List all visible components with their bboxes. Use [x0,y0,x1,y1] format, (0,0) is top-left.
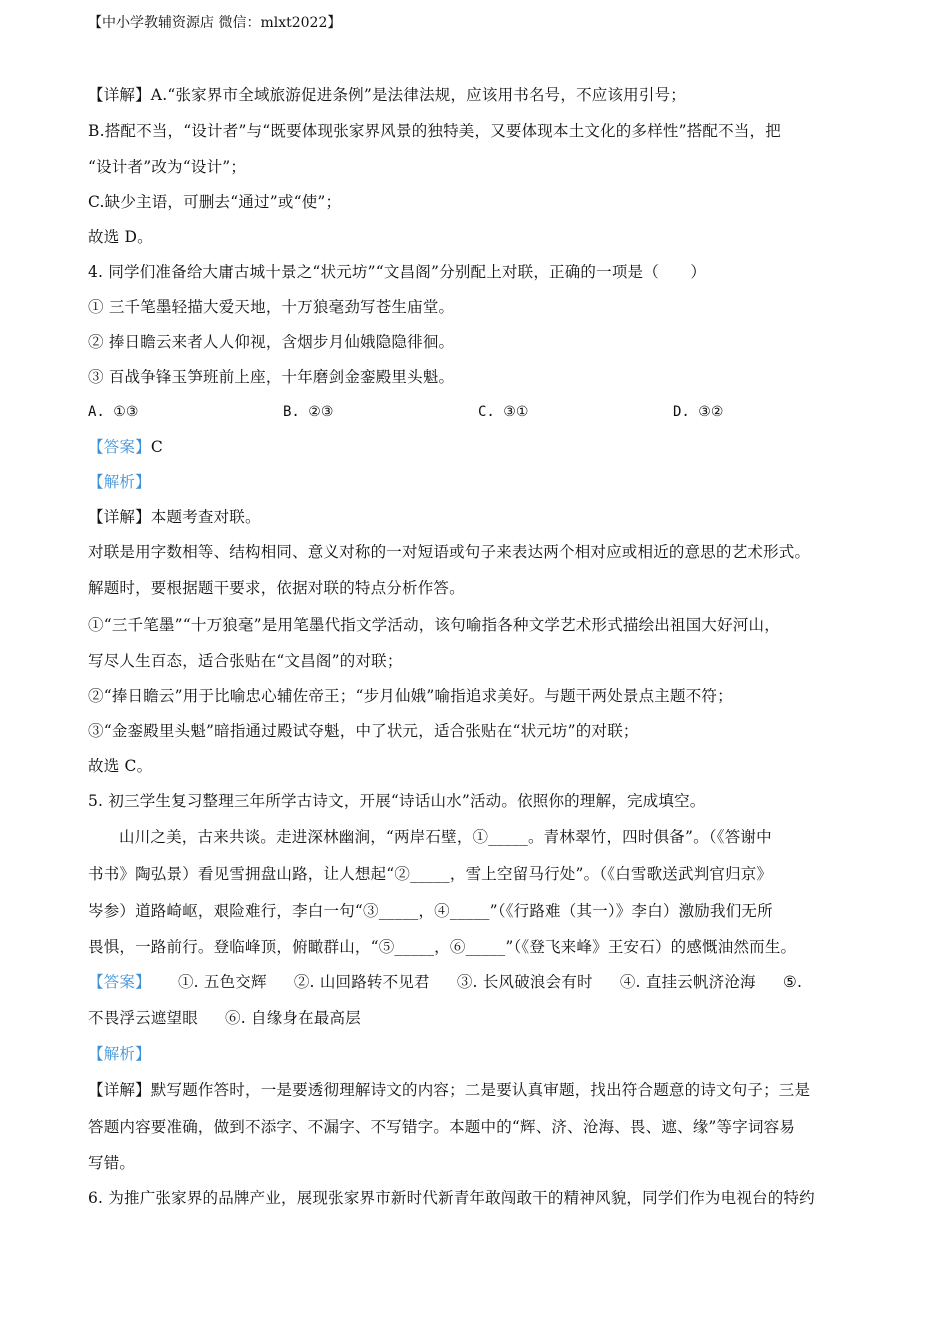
q4-detail-1: 【详解】本题考查对联。 [88,508,261,526]
q4-answer [88,430,878,465]
q4-detail-5: 写尽人生百态，适合张贴在“文昌阁”的对联； [88,652,403,670]
q5-stem: 5. 初三学生复习整理三年所学古诗文，开展“诗话山水”活动。依照你的理解，完成填空。 [88,792,706,810]
q4-options [88,395,878,430]
document-body [88,78,878,1216]
q5-passage-2: 书书》陶弘景）看见雪拥盘山路，让人想起“②_____，雪上空留马行处”。（《白雪歌送武判官归京》 [88,865,773,883]
q5-answer-2: ②. 山回路转不见君 [293,973,430,991]
q3-detail-b: B.搭配不当，“设计者”与“既要体现张家界风景的独特美，又要体现本土文化的多样性”搭配不当，把 [88,122,781,140]
q3-detail-b-cont: “设计者”改为“设计”； [88,158,247,176]
answer-tag: 【答案】 [88,973,151,991]
q3-detail-c: C.缺少主语，可删去“通过”或“使”； [88,193,342,211]
q5-answer-3: ③. 长风破浪会有时 [456,973,593,991]
q5-answer-4: ④. 直挂云帆济沧海 [619,973,756,991]
q5-answer-1: ①. 五色交辉 [177,973,267,991]
q4-option-b: B. ②③ [283,404,334,420]
q5-passage-1: 山川之美，古来共谈。走进深林幽涧，“两岸石壁，①_____。青林翠竹，四时俱备”。（《答谢中 [119,828,772,846]
q5-answer-row-2 [88,1000,878,1037]
q6-stem: 6. 为推广张家界的品牌产业，展现张家界市新时代新青年敢闯敢干的精神风貌，同学们作为电视台的特约 [88,1189,815,1207]
q4-detail-4: ①“三千笔墨”“十万狼毫”是用笔墨代指文学活动，该句喻指各种文学艺术形式描绘出祖国大好河山， [88,616,780,634]
q5-answer-6: ⑥. 自缘身在最高层 [225,1009,361,1027]
q4-detail-7: ③“金銮殿里头魁”暗指通过殿试夺魁，中了状元，适合张贴在“状元坊”的对联； [88,722,639,740]
q5-answer-5-label: ⑤. [782,973,803,991]
q5-answer-row-1 [88,965,878,1000]
q5-answer-5: 不畏浮云遮望眼 [88,1009,198,1027]
q4-couplet-3: ③ 百战争锋玉笋班前上座，十年磨剑金銮殿里头魁。 [88,368,455,386]
page-header: 【中小学教辅资源店 微信：mlxt2022】 [88,15,342,31]
q4-analysis-tag: 【解析】 [88,473,151,491]
q5-detail-3: 写错。 [88,1154,136,1172]
q4-stem: 4. 同学们准备给大庸古城十景之“状元坊”“文昌阁”分别配上对联，正确的一项是（ ） [88,263,707,281]
answer-tag: 【答案】 [88,438,151,456]
q4-detail-2: 对联是用字数相等、结构相同、意义对称的一对短语或句子来表达两个相对应或相近的意思的艺术形式。 [88,543,811,561]
q4-couplet-1: ① 三千笔墨轻描大爱天地，十万狼毫劲写苍生庙堂。 [88,298,455,316]
q5-analysis-tag: 【解析】 [88,1045,151,1063]
q4-detail-6: ②“捧日瞻云”用于比喻忠心辅佐帝王；“步月仙娥”喻指追求美好。与题干两处景点主题不符； [88,687,733,705]
q4-answer-value: C [150,438,163,456]
q5-detail-2: 答题内容要准确，做到不添字、不漏字、不写错字。本题中的“辉、济、沧海、畏、遮、缘”等字词容易 [88,1118,796,1136]
q5-passage-3: 岑参）道路崎岖，艰险难行，李白一句“③_____，④_____”（《行路难（其一）》李白）激励我们无所 [88,902,773,920]
q5-passage-4: 畏惧，一路前行。登临峰顶，俯瞰群山，“⑤_____，⑥_____”（《登飞来峰》王安石）的感慨油然而生。 [88,938,797,956]
q4-detail-3: 解题时，要根据题干要求，依据对联的特点分析作答。 [88,579,465,597]
q4-option-d: D. ③② [673,404,724,420]
q3-conclusion: 故选 D。 [88,228,153,246]
q3-detail-a: 【详解】A.“张家界市全域旅游促进条例”是法律法规，应该用书名号，不应该用引号； [88,86,686,104]
q4-option-a: A. ①③ [88,404,139,420]
q4-couplet-2: ② 捧日瞻云来者人人仰视，含烟步月仙娥隐隐徘徊。 [88,333,455,351]
q5-detail-1: 【详解】默写题作答时，一是要透彻理解诗文的内容；二是要认真审题，找出符合题意的诗文句子；三是 [88,1081,811,1099]
q4-option-c: C. ③① [478,404,529,420]
q4-detail-8: 故选 C。 [88,757,153,775]
